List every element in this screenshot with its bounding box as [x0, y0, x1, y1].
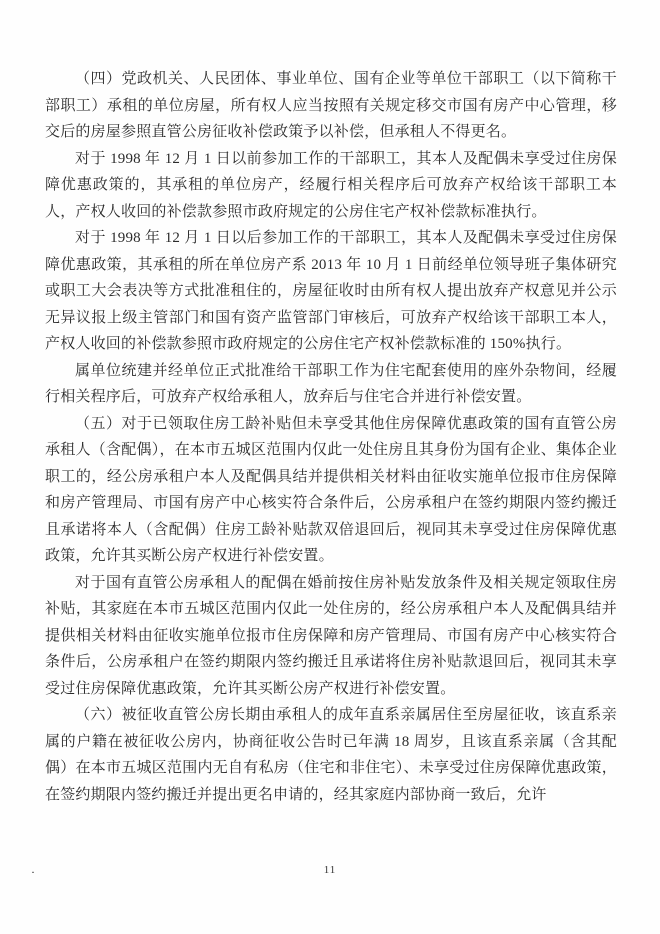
paragraph-item-5-spouse-subsidy: 对于国有直管公房承租人的配偶在婚前按住房补贴发放条件及相关规定领取住房补贴，其家庭在本市五城区范围内仅此一处住房的，经公房承租户本人及配偶具结并提供相关材料由征收实施单位报市住房保障和房产管理局、市国有房产中心核实符合条件后，公房承租户在签约期限内签约搬迁且承诺将住房补贴款退回后，视同其未享受过住房保障优惠政策，允许其买断公房产权进行补偿安置。 — [45, 574, 617, 697]
document-body — [45, 66, 617, 808]
paragraph-item-4-policy-pre-1998: 对于 1998 年 12 月 1 日以前参加工作的干部职工，其本人及配偶未享受过住房保障优惠政策的，其承租的单位房产，经履行相关程序后可放弃产权给该干部职工本人，产权人收回的补偿款参照市政府规定的公房住宅产权补偿款标准执行。 — [45, 150, 617, 220]
margin-dot-mark: · — [31, 865, 35, 879]
page-number: 11 — [323, 864, 337, 876]
paragraph-item-4-annex-room: 属单位统建并经单位正式批准给干部职工作为住宅配套使用的座外杂物间，经履行相关程序后，可放弃产权给承租人，放弃后与住宅合并进行补偿安置。 — [45, 362, 617, 405]
paragraph-item-5: （五）对于已领取住房工龄补贴但未享受其他住房保障优惠政策的国有直管公房承租人（含配偶），在本市五城区范围内仅此一处住房且其身份为国有企业、集体企业职工的，经公房承租户本人及配偶具结并提供相关材料由征收实施单位报市住房保障和房产管理局、市国有房产中心核实符合条件后，公房承租户在签约期限内签约搬迁且承诺将本人（含配偶）住房工龄补贴款双倍退回后，视同其未享受过住房保障优惠政策，允许其买断公房产权进行补偿安置。 — [45, 415, 617, 564]
paragraph-item-4-policy-post-1998: 对于 1998 年 12 月 1 日以后参加工作的干部职工，其本人及配偶未享受过住房保障优惠政策，其承租的所在单位房产系 2013 年 10 月 1 日前经单位领导班子集体研究或职工大会表决等方式批准租住的，房屋征收时由所有权人提出放弃产权意见并公示无异议报上级主管部门和国有资产监管部门审核后，可放弃产权给该干部职工本人，产权人收回的补偿款参照市政府规定的公房住宅产权补偿款标准的 150%执行。 — [45, 230, 617, 352]
paragraph-item-4: （四）党政机关、人民团体、事业单位、国有企业等单位干部职工（以下简称干部职工）承租的单位房屋，所有权人应当按照有关规定移交市国有房产中心管理，移交后的房屋参照直管公房征收补偿政策予以补偿，但承租人不得更名。 — [45, 71, 617, 140]
paragraph-item-6: （六）被征收直管公房长期由承租人的成年直系亲属居住至房屋征收，该直系亲属的户籍在被征收公房内，协商征收公告时已年满 18 周岁，且该直系亲属（含其配偶）在本市五城区范围内无自有私房（住宅和非住宅）、未享受过住房保障优惠政策，在签约期限内签约搬迁并提出更名申请的，经其家庭内部协商一致后，允许 — [45, 707, 617, 803]
page-footer — [0, 864, 660, 882]
